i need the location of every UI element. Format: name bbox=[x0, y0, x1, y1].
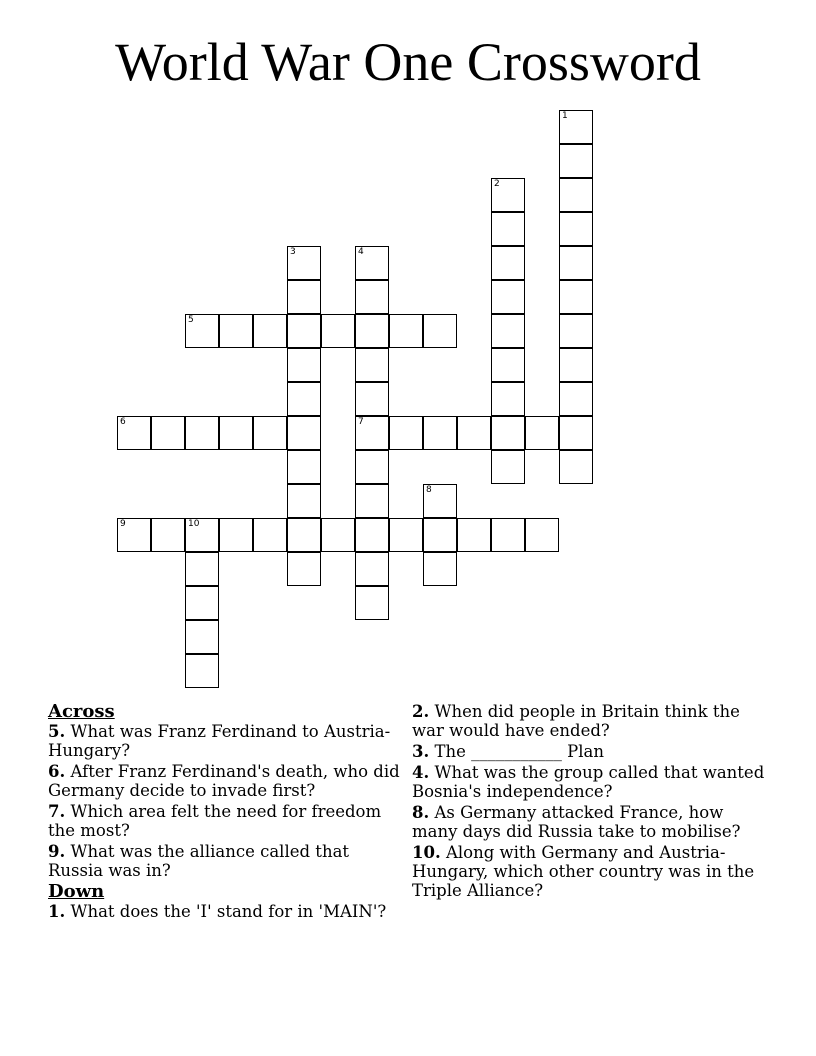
grid-cell[interactable] bbox=[559, 416, 593, 450]
grid-cell[interactable] bbox=[491, 178, 525, 212]
grid-cell[interactable] bbox=[185, 518, 219, 552]
grid-cell[interactable] bbox=[491, 382, 525, 416]
cell-number: 6 bbox=[120, 417, 126, 427]
grid-cell[interactable] bbox=[287, 382, 321, 416]
clue-down-3 bbox=[412, 742, 772, 761]
clue-text: After Franz Ferdinand's death, who did Germany decide to invade first? bbox=[48, 762, 400, 800]
across-heading: Across bbox=[48, 701, 115, 722]
grid-cell[interactable] bbox=[287, 314, 321, 348]
page-title: World War One Crossword bbox=[115, 32, 701, 92]
grid-cell[interactable] bbox=[423, 314, 457, 348]
clue-down-1 bbox=[48, 902, 408, 921]
cell-number: 5 bbox=[188, 315, 194, 325]
grid-cell[interactable] bbox=[253, 416, 287, 450]
grid-cell[interactable] bbox=[287, 280, 321, 314]
grid-cell[interactable] bbox=[117, 518, 151, 552]
grid-cell[interactable] bbox=[219, 518, 253, 552]
clues-right-column bbox=[412, 702, 772, 902]
grid-cell[interactable] bbox=[219, 416, 253, 450]
grid-cell[interactable] bbox=[525, 416, 559, 450]
clue-down-2 bbox=[412, 702, 772, 740]
clue-number: 3. bbox=[412, 742, 430, 761]
cell-number: 4 bbox=[358, 247, 364, 257]
clue-number: 8. bbox=[412, 803, 430, 822]
grid-cell[interactable] bbox=[559, 212, 593, 246]
grid-cell[interactable] bbox=[185, 314, 219, 348]
grid-cell[interactable] bbox=[355, 518, 389, 552]
grid-cell[interactable] bbox=[117, 416, 151, 450]
grid-cell[interactable] bbox=[355, 246, 389, 280]
grid-cell[interactable] bbox=[491, 450, 525, 484]
clue-number: 10. bbox=[412, 843, 441, 862]
grid-cell[interactable] bbox=[423, 416, 457, 450]
clue-across-7 bbox=[48, 802, 408, 840]
cell-number: 7 bbox=[358, 417, 364, 427]
clue-text: Along with Germany and Austria-Hungary, which other country was in the Triple Alliance? bbox=[412, 843, 755, 900]
grid-cell[interactable] bbox=[253, 518, 287, 552]
grid-cell[interactable] bbox=[287, 416, 321, 450]
clue-text: When did people in Britain think the war would have ended? bbox=[412, 702, 740, 740]
grid-cell[interactable] bbox=[287, 552, 321, 586]
grid-cell[interactable] bbox=[287, 450, 321, 484]
clue-text: What was Franz Ferdinand to Austria-Hungary? bbox=[48, 722, 391, 760]
cell-number: 1 bbox=[562, 111, 568, 121]
clue-text: What does the 'I' stand for in 'MAIN'? bbox=[70, 902, 387, 921]
grid-cell[interactable] bbox=[491, 314, 525, 348]
grid-cell[interactable] bbox=[185, 552, 219, 586]
clue-down-8 bbox=[412, 803, 772, 841]
clue-number: 5. bbox=[48, 722, 66, 741]
clue-number: 6. bbox=[48, 762, 66, 781]
clue-number: 2. bbox=[412, 702, 430, 721]
clue-number: 1. bbox=[48, 902, 66, 921]
grid-cell[interactable] bbox=[423, 484, 457, 518]
grid-cell[interactable] bbox=[355, 280, 389, 314]
grid-cell[interactable] bbox=[491, 212, 525, 246]
grid-cell[interactable] bbox=[287, 518, 321, 552]
grid-cell[interactable] bbox=[185, 416, 219, 450]
grid-cell[interactable] bbox=[559, 144, 593, 178]
grid-cell[interactable] bbox=[321, 314, 355, 348]
cell-number: 9 bbox=[120, 519, 126, 529]
grid-cell[interactable] bbox=[389, 314, 423, 348]
down-heading: Down bbox=[48, 881, 105, 902]
grid-cell[interactable] bbox=[491, 280, 525, 314]
grid-cell[interactable] bbox=[559, 450, 593, 484]
clue-number: 4. bbox=[412, 763, 430, 782]
grid-cell[interactable] bbox=[287, 484, 321, 518]
grid-cell[interactable] bbox=[457, 416, 491, 450]
grid-cell[interactable] bbox=[457, 518, 491, 552]
grid-cell[interactable] bbox=[355, 314, 389, 348]
grid-cell[interactable] bbox=[321, 518, 355, 552]
cell-number: 2 bbox=[494, 179, 500, 189]
clue-number: 9. bbox=[48, 842, 66, 861]
clue-down-4 bbox=[412, 763, 772, 801]
grid-cell[interactable] bbox=[287, 348, 321, 382]
grid-cell[interactable] bbox=[559, 314, 593, 348]
grid-cell[interactable] bbox=[253, 314, 287, 348]
clue-across-6 bbox=[48, 762, 408, 800]
clues-left-column bbox=[48, 702, 408, 923]
grid-cell[interactable] bbox=[355, 450, 389, 484]
clue-across-5 bbox=[48, 722, 408, 760]
clue-text: What was the alliance called that Russia was in? bbox=[48, 842, 350, 880]
cell-number: 10 bbox=[188, 519, 200, 529]
grid-cell[interactable] bbox=[287, 246, 321, 280]
grid-cell[interactable] bbox=[355, 416, 389, 450]
grid-cell[interactable] bbox=[151, 518, 185, 552]
grid-cell[interactable] bbox=[559, 280, 593, 314]
grid-cell[interactable] bbox=[491, 416, 525, 450]
clue-text: As Germany attacked France, how many days did Russia take to mobilise? bbox=[412, 803, 741, 841]
grid-cell[interactable] bbox=[491, 246, 525, 280]
grid-cell[interactable] bbox=[389, 518, 423, 552]
clue-text: Which area felt the need for freedom the most? bbox=[48, 802, 382, 840]
grid-cell[interactable] bbox=[355, 484, 389, 518]
grid-cell[interactable] bbox=[559, 178, 593, 212]
clue-down-10 bbox=[412, 843, 772, 900]
grid-cell[interactable] bbox=[559, 382, 593, 416]
cell-number: 3 bbox=[290, 247, 296, 257]
clue-across-9 bbox=[48, 842, 408, 880]
grid-cell[interactable] bbox=[355, 382, 389, 416]
grid-cell[interactable] bbox=[355, 586, 389, 620]
grid-cell[interactable] bbox=[559, 110, 593, 144]
grid-cell[interactable] bbox=[355, 552, 389, 586]
grid-cell[interactable] bbox=[389, 416, 423, 450]
grid-cell[interactable] bbox=[559, 348, 593, 382]
grid-cell[interactable] bbox=[559, 246, 593, 280]
grid-cell[interactable] bbox=[185, 586, 219, 620]
clue-number: 7. bbox=[48, 802, 66, 821]
grid-cell[interactable] bbox=[491, 348, 525, 382]
grid-cell[interactable] bbox=[491, 518, 525, 552]
grid-cell[interactable] bbox=[355, 348, 389, 382]
grid-cell[interactable] bbox=[185, 620, 219, 654]
grid-cell[interactable] bbox=[219, 314, 253, 348]
clue-text: What was the group called that wanted Bosnia's independence? bbox=[412, 763, 765, 801]
grid-cell[interactable] bbox=[151, 416, 185, 450]
cell-number: 8 bbox=[426, 485, 432, 495]
clue-text: The ___________ Plan bbox=[434, 742, 604, 761]
grid-cell[interactable] bbox=[525, 518, 559, 552]
grid-cell[interactable] bbox=[423, 552, 457, 586]
grid-cell[interactable] bbox=[423, 518, 457, 552]
grid-cell[interactable] bbox=[185, 654, 219, 688]
